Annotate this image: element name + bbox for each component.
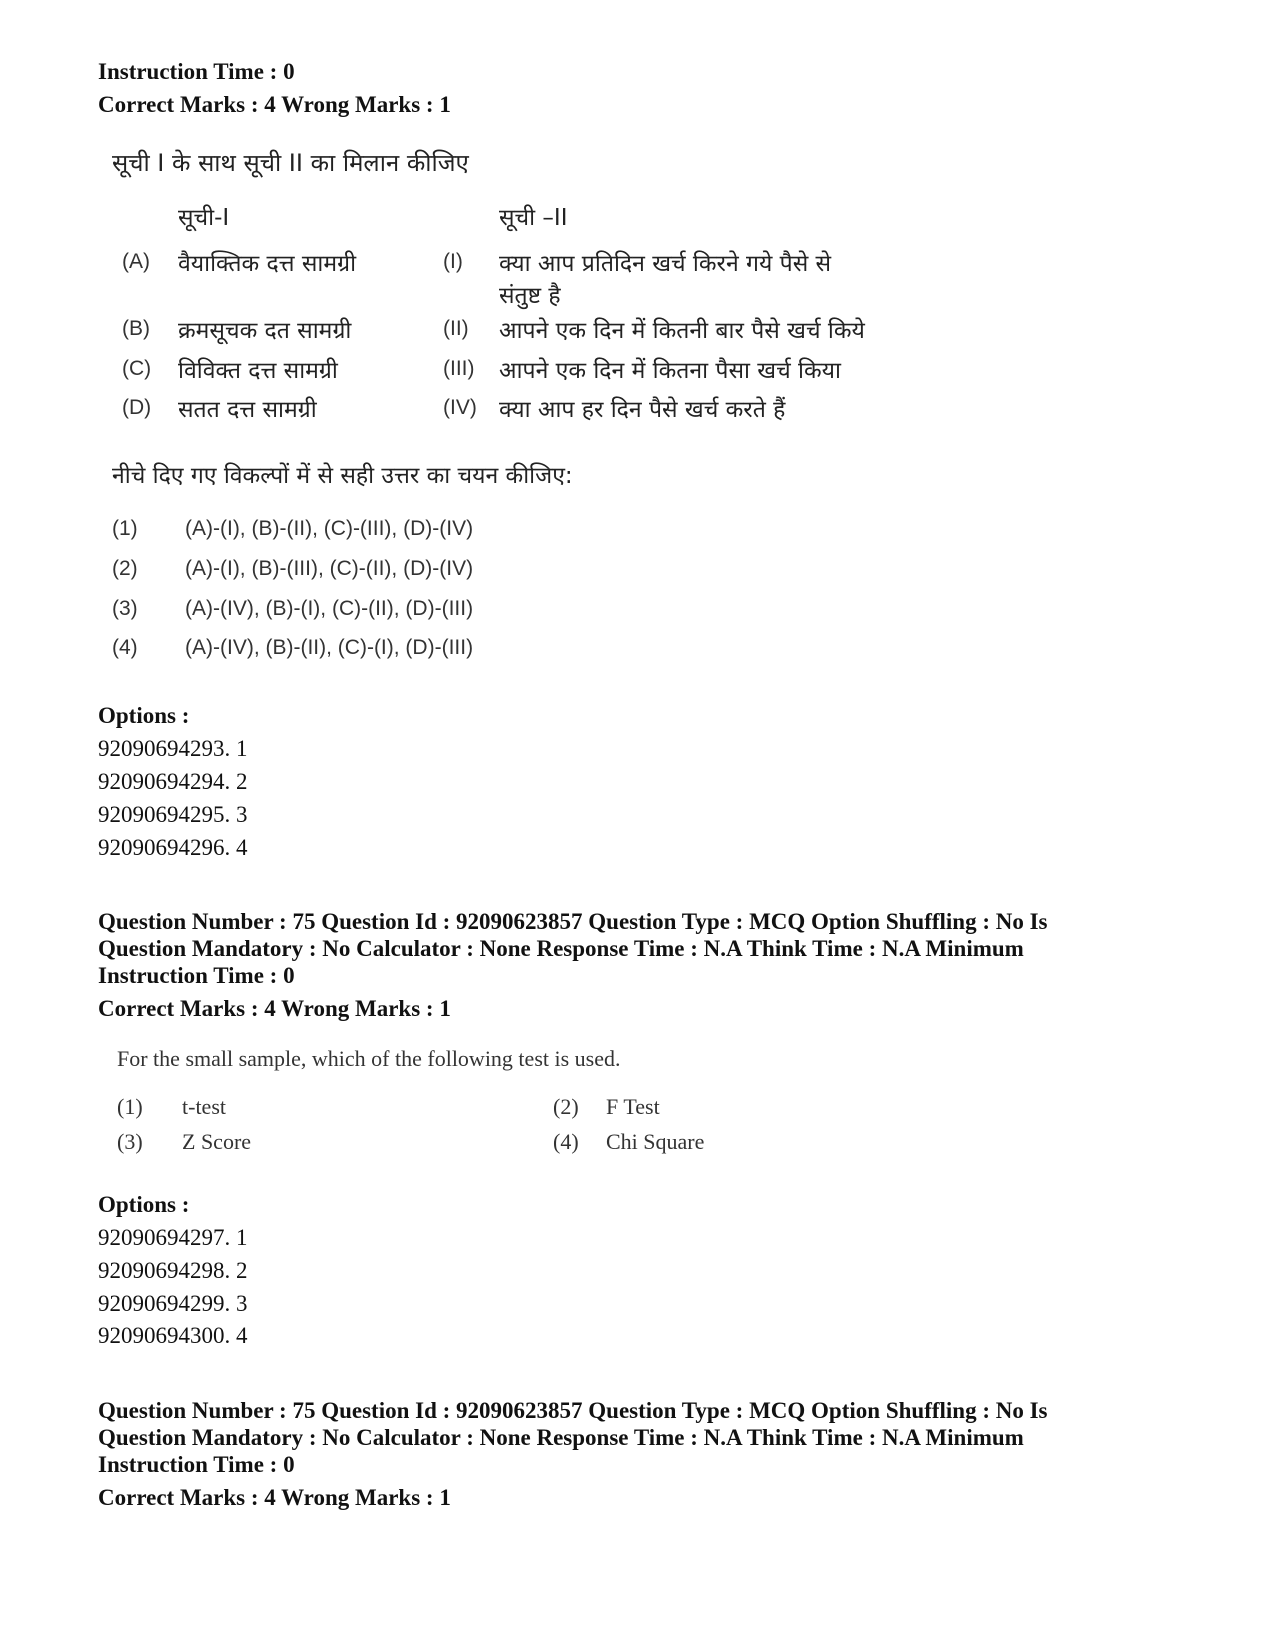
row-label: (B) — [122, 317, 150, 340]
option-line: 92090694294. 2 — [98, 769, 248, 794]
list2-item: क्या आप हर दिन पैसे खर्च करते हैं — [499, 397, 786, 423]
instruction-time: Instruction Time : 0 — [98, 59, 295, 84]
answer-text: (A)-(IV), (B)-(II), (C)-(I), (D)-(III) — [185, 636, 474, 659]
list2-item: क्या आप प्रतिदिन खर्च किरने गये पैसे से — [499, 251, 832, 277]
list1-item: क्रमसूचक दत सामग्री — [178, 318, 352, 344]
list2-item: आपने एक दिन में कितनी बार पैसे खर्च किये — [499, 318, 865, 344]
option-line: 92090694295. 3 — [98, 802, 248, 827]
list1-item: सतत दत्त सामग्री — [178, 397, 317, 423]
question-meta: Question Number : 75 Question Id : 92090623857 Question Type : MCQ Option Shuffling : No Is — [98, 1398, 1048, 1423]
choose-instruction: नीचे दिए गए विकल्पों में से सही उत्तर का चयन कीजिए: — [112, 463, 573, 489]
list2-item-continued: संतुष्ट है — [499, 283, 561, 309]
choice-number: (2) — [553, 1094, 579, 1119]
answer-number: (3) — [112, 597, 138, 620]
question-meta: Question Number : 75 Question Id : 92090623857 Question Type : MCQ Option Shuffling : No Is — [98, 909, 1048, 934]
row-label: (A) — [122, 250, 150, 273]
options-heading: Options : — [98, 703, 190, 728]
row-label: (IV) — [443, 396, 477, 419]
answer-number: (2) — [112, 557, 138, 580]
row-label: (I) — [443, 250, 463, 273]
answer-text: (A)-(I), (B)-(III), (C)-(II), (D)-(IV) — [185, 557, 474, 580]
question-prompt: For the small sample, which of the following test is used. — [117, 1046, 621, 1071]
option-line: 92090694297. 1 — [98, 1225, 248, 1250]
option-line: 92090694298. 2 — [98, 1258, 248, 1283]
choice-text: F Test — [606, 1094, 660, 1119]
answer-text: (A)-(I), (B)-(II), (C)-(III), (D)-(IV) — [185, 517, 474, 540]
list1-heading: सूची-I — [178, 205, 230, 231]
choice-number: (1) — [117, 1094, 143, 1119]
answer-text: (A)-(IV), (B)-(I), (C)-(II), (D)-(III) — [185, 597, 474, 620]
list2-heading: सूची –II — [499, 205, 568, 231]
answer-number: (4) — [112, 636, 138, 659]
list1-item: वैयाक्तिक दत्त सामग्री — [178, 251, 357, 277]
question-prompt: सूची I के साथ सूची II का मिलान कीजिए — [112, 149, 469, 177]
question-meta: Question Mandatory : No Calculator : None Response Time : N.A Think Time : N.A Minimum — [98, 936, 1024, 961]
choice-number: (3) — [117, 1129, 143, 1154]
row-label: (D) — [122, 396, 152, 419]
option-line: 92090694299. 3 — [98, 1291, 248, 1316]
marks-line: Correct Marks : 4 Wrong Marks : 1 — [98, 1485, 451, 1510]
marks-line: Correct Marks : 4 Wrong Marks : 1 — [98, 996, 451, 1021]
choice-number: (4) — [553, 1129, 579, 1154]
question-meta: Instruction Time : 0 — [98, 1452, 295, 1477]
option-line: 92090694296. 4 — [98, 835, 248, 860]
choice-text: t-test — [182, 1094, 226, 1119]
list2-item: आपने एक दिन में कितना पैसा खर्च किया — [499, 358, 841, 384]
question-meta: Instruction Time : 0 — [98, 963, 295, 988]
list1-item: विविक्त दत्त सामग्री — [178, 358, 338, 384]
row-label: (III) — [443, 357, 475, 380]
marks-line: Correct Marks : 4 Wrong Marks : 1 — [98, 92, 451, 117]
option-line: 92090694300. 4 — [98, 1323, 248, 1348]
row-label: (II) — [443, 317, 469, 340]
options-heading: Options : — [98, 1192, 190, 1217]
option-line: 92090694293. 1 — [98, 736, 248, 761]
choice-text: Chi Square — [606, 1129, 705, 1154]
choice-text: Z Score — [182, 1129, 252, 1154]
question-meta: Question Mandatory : No Calculator : None Response Time : N.A Think Time : N.A Minimum — [98, 1425, 1024, 1450]
answer-number: (1) — [112, 517, 138, 540]
row-label: (C) — [122, 357, 152, 380]
